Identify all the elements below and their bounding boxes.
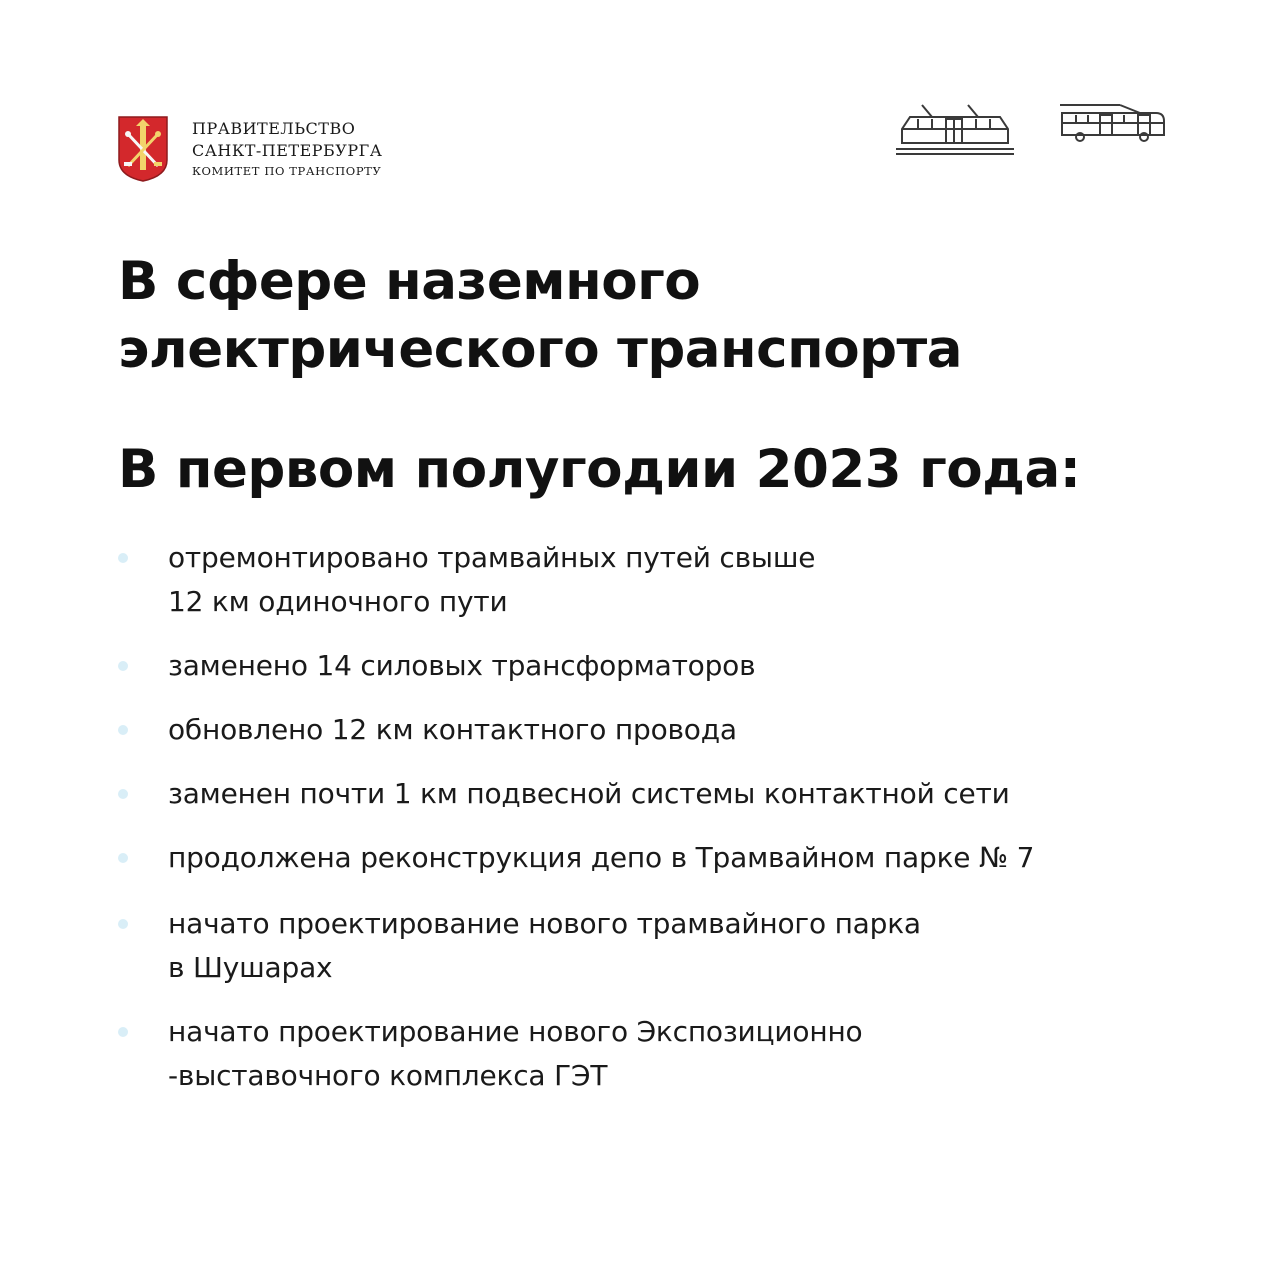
list-item-text: начато проектирование нового трамвайного парка в Шушарах [168,907,921,984]
header [118,116,1178,186]
title-line-2: электрического транспорта [118,319,963,380]
section-subtitle: В первом полугодии 2023 года: [118,439,1081,500]
title-line-1: В сфере наземного [118,251,701,312]
page-title [118,248,962,384]
list-item-text: продолжена реконструкция депо в Трамвайном парке № 7 [168,841,1035,874]
bullet-icon [118,725,128,735]
coat-of-arms-icon [118,116,168,182]
org-line-2: САНКТ-ПЕТЕРБУРГА [192,141,383,160]
list-item-text: заменен почти 1 км подвесной системы контактной сети [168,777,1010,810]
bullet-icon [118,1027,128,1037]
organization-name [192,118,382,180]
bullet-icon [118,853,128,863]
list-item-text: заменено 14 силовых трансформаторов [168,649,756,682]
org-line-3: КОМИТЕТ ПО ТРАНСПОРТУ [192,164,382,178]
list-item-text: начато проектирование нового Экспозиционно -выставочного комплекса ГЭТ [168,1015,863,1092]
bullet-icon [118,661,128,671]
org-line-1: ПРАВИТЕЛЬСТВО [192,119,356,138]
list-item-text: обновлено 12 км контактного провода [168,713,737,746]
bullet-icon [118,919,128,929]
trolleybus-icon [1060,103,1166,143]
bullet-icon [118,553,128,563]
tram-icon [896,103,1014,155]
bullet-icon [118,789,128,799]
list-item-text: отремонтировано трамвайных путей свыше 12 км одиночного пути [168,541,816,618]
